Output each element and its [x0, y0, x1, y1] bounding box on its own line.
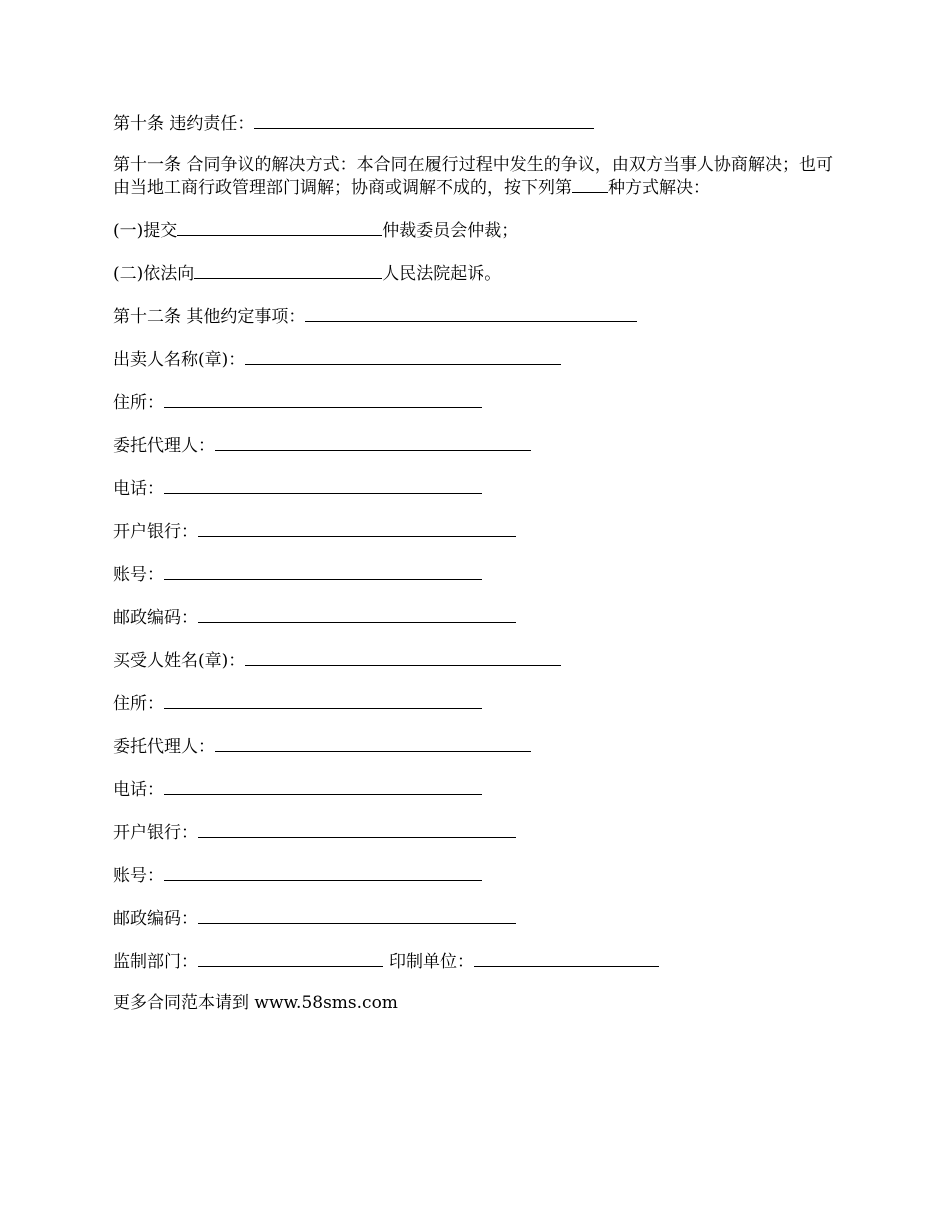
- option-2-line: [113, 262, 833, 285]
- option-1-line: [113, 219, 833, 242]
- court-blank[interactable]: [194, 262, 382, 279]
- printer-blank[interactable]: [474, 950, 659, 967]
- buyer-name-blank[interactable]: [245, 649, 561, 666]
- seller-name-line: [113, 348, 833, 371]
- more-templates-text: 更多合同范本请到 www.58sms.com: [113, 993, 398, 1013]
- buyer-bank-label: 开户银行：: [113, 823, 198, 843]
- article-11-text: 第十一条 合同争议的解决方式：本合同在履行过程中发生的争议，由双方当事人协商解决；也可由当地工商行政管理部门调解；协商或调解不成的，按下列第: [113, 155, 833, 198]
- buyer-phone-label: 电话：: [113, 780, 164, 800]
- seller-address-line: [113, 391, 833, 414]
- seller-name-label: 出卖人名称(章)：: [113, 350, 246, 370]
- seller-account-label: 账号：: [113, 565, 164, 585]
- buyer-phone-blank[interactable]: [164, 778, 482, 795]
- buyer-address-line: [113, 692, 833, 715]
- contract-page: [113, 112, 833, 1034]
- seller-address-label: 住所：: [113, 393, 164, 413]
- article-10-blank[interactable]: [254, 112, 594, 129]
- seller-name-blank[interactable]: [245, 348, 561, 365]
- article-10-label: 第十条 违约责任：: [113, 114, 255, 134]
- seller-account-line: [113, 563, 833, 586]
- seller-postcode-label: 邮政编码：: [113, 608, 198, 628]
- seller-phone-line: [113, 477, 833, 500]
- supervisor-label: 监制部门：: [113, 952, 198, 972]
- seller-agent-blank[interactable]: [215, 434, 531, 451]
- article-12-label: 第十二条 其他约定事项：: [113, 307, 306, 327]
- article-11-text-end: 种方式解决：: [608, 178, 710, 198]
- buyer-bank-line: [113, 821, 833, 844]
- seller-postcode-blank[interactable]: [198, 606, 516, 623]
- buyer-account-label: 账号：: [113, 866, 164, 886]
- seller-agent-label: 委托代理人：: [113, 436, 215, 456]
- seller-account-blank[interactable]: [164, 563, 482, 580]
- buyer-agent-blank[interactable]: [215, 735, 531, 752]
- supervisor-blank[interactable]: [198, 950, 383, 967]
- seller-agent-line: [113, 434, 833, 457]
- seller-phone-blank[interactable]: [164, 477, 482, 494]
- arbitration-committee-blank[interactable]: [177, 219, 382, 236]
- seller-postcode-line: [113, 606, 833, 629]
- option-1-prefix: (一)提交: [113, 221, 178, 241]
- printer-label: 印制单位：: [389, 952, 474, 972]
- article-12-line: [113, 305, 833, 328]
- article-10-line: [113, 112, 833, 135]
- seller-address-blank[interactable]: [164, 391, 482, 408]
- buyer-address-label: 住所：: [113, 694, 164, 714]
- option-2-prefix: (二)依法向: [113, 264, 195, 284]
- buyer-account-line: [113, 864, 833, 887]
- article-11-paragraph: [113, 155, 833, 199]
- seller-bank-label: 开户银行：: [113, 522, 198, 542]
- buyer-phone-line: [113, 778, 833, 801]
- option-1-suffix: 仲裁委员会仲裁；: [382, 221, 519, 241]
- other-terms-blank[interactable]: [305, 305, 637, 322]
- dispute-option-blank[interactable]: [572, 176, 608, 193]
- buyer-name-label: 买受人姓名(章)：: [113, 651, 246, 671]
- seller-bank-line: [113, 520, 833, 543]
- buyer-bank-blank[interactable]: [198, 821, 516, 838]
- seller-bank-blank[interactable]: [198, 520, 516, 537]
- buyer-postcode-line: [113, 907, 833, 930]
- buyer-address-blank[interactable]: [164, 692, 482, 709]
- more-templates-line: [113, 993, 833, 1014]
- option-2-suffix: 人民法院起诉。: [382, 264, 502, 284]
- buyer-agent-label: 委托代理人：: [113, 737, 215, 757]
- buyer-postcode-label: 邮政编码：: [113, 909, 198, 929]
- buyer-account-blank[interactable]: [164, 864, 482, 881]
- supervisor-printer-line: [113, 950, 833, 973]
- buyer-postcode-blank[interactable]: [198, 907, 516, 924]
- buyer-name-line: [113, 649, 833, 672]
- buyer-agent-line: [113, 735, 833, 758]
- seller-phone-label: 电话：: [113, 479, 164, 499]
